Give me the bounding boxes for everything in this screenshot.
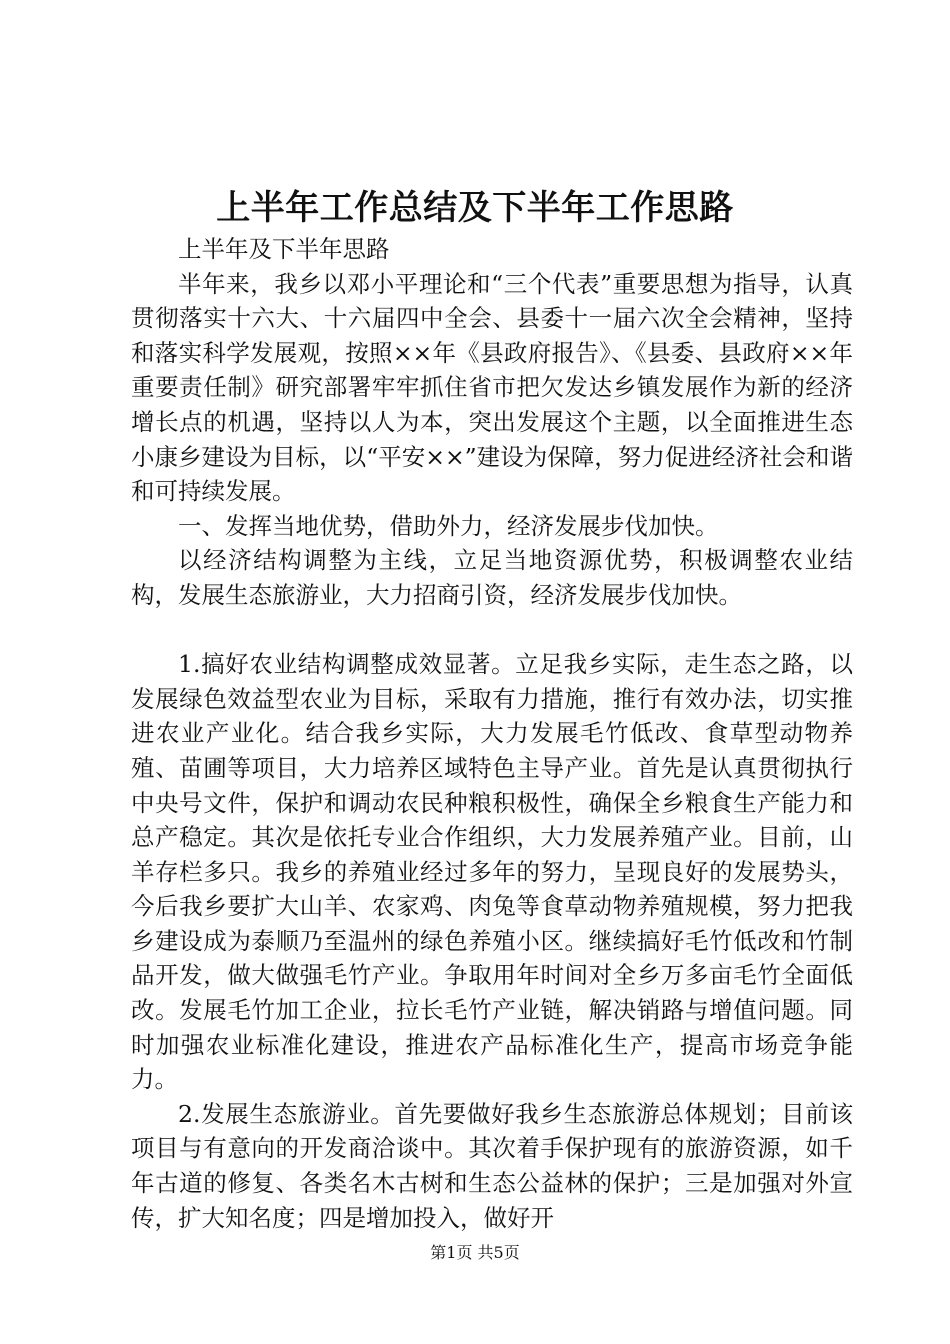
document-title: 上半年工作总结及下半年工作思路	[216, 188, 734, 228]
page-footer: 第1页 共5页	[430, 1243, 520, 1262]
paragraph-section-1: 以经济结构调整为主线，立足当地资源优势，积极调整农业结构，发展生态旅游业，大力招商引资，经济发展步伐加快。	[131, 546, 853, 609]
paragraph-item-1: 1.搞好农业结构调整成效显著。立足我乡实际，走生态之路，以发展绿色效益型农业为目标，采取有力措施，推行有效办法，切实推进农业产业化。结合我乡实际，大力发展毛竹低改、食草型动物养殖、苗圃等项目，大力培养区域特色主导产业。首先是认真贯彻执行中央号文件，保护和调动农民种粮积极性，确保全乡粮食生产能力和总产稳定。其次是依托专业合作组织，大力发展养殖产业。目前，山羊存栏多只。我乡的养殖业经过多年的努力，呈现良好的发展势头，今后我乡要扩大山羊、农家鸡、肉兔等食草动物养殖规模，努力把我乡建设成为泰顺乃至温州的绿色养殖小区。继续搞好毛竹低改和竹制品开发，做大做强毛竹产业。争取用年时间对全乡万多亩毛竹全面低改。发展毛竹加工企业，拉长毛竹产业链，解决销路与增值问题。同时加强农业标准化建设，推进农产品标准化生产，提高市场竞争能力。	[131, 650, 853, 1094]
paragraph-subtitle: 上半年及下半年思路	[178, 235, 390, 263]
section-heading-1: 一、发挥当地优势，借助外力，经济发展步伐加快。	[178, 511, 719, 540]
paragraph-item-2: 2.发展生态旅游业。首先要做好我乡生态旅游总体规划；目前该项目与有意向的开发商洽谈中。其次着手保护现有的旅游资源，如千年古道的修复、各类名木古树和生态公益林的保护；三是加强对外宣传，扩大知名度；四是增加投入，做好开	[131, 1099, 853, 1232]
paragraph-intro: 半年来，我乡以邓小平理论和“三个代表”重要思想为指导，认真贯彻落实十六大、十六届四中全会、县委十一届六次全会精神，坚持和落实科学发展观，按照××年《县政府报告》、《县委、县政府××年重要责任制》研究部署牢牢抓住省市把欠发达乡镇发展作为新的经济增长点的机遇，坚持以人为本，突出发展这个主题，以全面推进生态小康乡建设为目标，以“平安××”建设为保障，努力促进经济社会和谐和可持续发展。	[131, 269, 853, 506]
document-body	[131, 232, 853, 1235]
